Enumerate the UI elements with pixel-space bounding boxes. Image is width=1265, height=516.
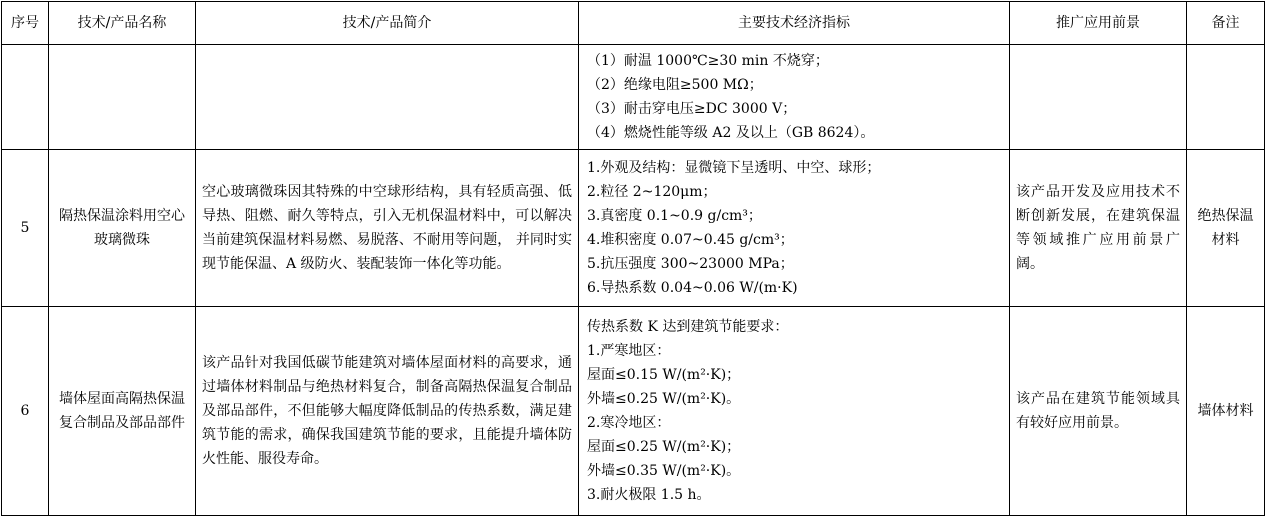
technical-indicators-cell: [579, 45, 1010, 150]
product-description-cell: 空心玻璃微珠因其特殊的中空球形结构，具有轻质高强、低导热、阻燃、耐久等特点，引入无机保温材料中，可以解决当前建筑保温材料易燃、易脱落、不耐用等问题， 并同时实现节能保温、A 级防火、装配装饰一体化等功能。: [196, 150, 579, 307]
remarks-cell: 墙体材料: [1187, 307, 1265, 516]
technical-indicators-cell: [579, 150, 1010, 307]
indicator-line: 外墙≤0.25 W/(m²·K)。: [587, 391, 741, 407]
indicator-line: （2）绝缘电阻≥500 MΩ；: [587, 77, 763, 93]
tech-product-table: [1, 1, 1265, 516]
indicator-line: （1）耐温 1000℃≥30 min 不烧穿；: [587, 53, 829, 69]
indicator-line: 1.外观及结构：显微镜下呈透明、中空、球形；: [587, 160, 881, 176]
indicator-line: （4）燃烧性能等级 A2 及以上（GB 8624）。: [587, 125, 875, 141]
application-prospects-cell: 该产品在建筑节能领域具有较好应用前景。: [1010, 307, 1187, 516]
indicator-line: 2.粒径 2~120μm；: [587, 184, 717, 200]
application-prospects-cell: 该产品开发及应用技术不断创新发展，在建筑保温等领域推广应用前景广阔。: [1010, 150, 1187, 307]
indicator-line: 4.堆积密度 0.07~0.45 g/cm³；: [587, 232, 794, 248]
remarks-cell: [1187, 45, 1265, 150]
technical-indicators-cell: [579, 307, 1010, 516]
product-name-cell: [49, 45, 196, 150]
indicator-line: 3.真密度 0.1~0.9 g/cm³；: [587, 208, 762, 224]
header-application-prospects: 推广应用前景: [1010, 2, 1187, 45]
product-name-cell: 墙体屋面高隔热保温复合制品及部品部件: [49, 307, 196, 516]
serial-number-cell: [2, 45, 49, 150]
indicator-line: 1.严寒地区：: [587, 343, 671, 359]
product-name-cell: 隔热保温涂料用空心玻璃微珠: [49, 150, 196, 307]
indicator-line: 2.寒冷地区：: [587, 415, 671, 431]
product-description-cell: 该产品针对我国低碳节能建筑对墙体屋面材料的高要求，通过墙体材料制品与绝热材料复合，制备高隔热保温复合制品及部品部件，不但能够大幅度降低制品的传热系数，满足建筑节能的需求，确保我国建筑节能的要求，且能提升墙体防火性能、服役寿命。: [196, 307, 579, 516]
indicator-line: 屋面≤0.25 W/(m²·K)；: [587, 439, 741, 455]
header-product-description: 技术/产品简介: [196, 2, 579, 45]
indicator-line: 传热系数 K 达到建筑节能要求：: [587, 319, 789, 335]
indicator-line: 3.耐火极限 1.5 h。: [587, 487, 711, 503]
header-product-name: 技术/产品名称: [49, 2, 196, 45]
indicator-line: （3）耐击穿电压≥DC 3000 V；: [587, 101, 797, 117]
remarks-cell: 绝热保温材料: [1187, 150, 1265, 307]
serial-number-cell: 5: [2, 150, 49, 307]
indicator-line: 6.导热系数 0.04~0.06 W/(m·K): [587, 280, 798, 296]
header-technical-indicators: 主要技术经济指标: [579, 2, 1010, 45]
table-row: [2, 150, 1265, 307]
serial-number-cell: 6: [2, 307, 49, 516]
table-header-row: [2, 2, 1265, 45]
product-description-cell: [196, 45, 579, 150]
indicator-line: 屋面≤0.15 W/(m²·K)；: [587, 367, 741, 383]
application-prospects-cell: [1010, 45, 1187, 150]
indicator-line: 5.抗压强度 300~23000 MPa；: [587, 256, 794, 272]
header-remarks: 备注: [1187, 2, 1265, 45]
table-row: [2, 45, 1265, 150]
header-serial-number: 序号: [2, 2, 49, 45]
table-row: [2, 307, 1265, 516]
indicator-line: 外墙≤0.35 W/(m²·K)。: [587, 463, 741, 479]
